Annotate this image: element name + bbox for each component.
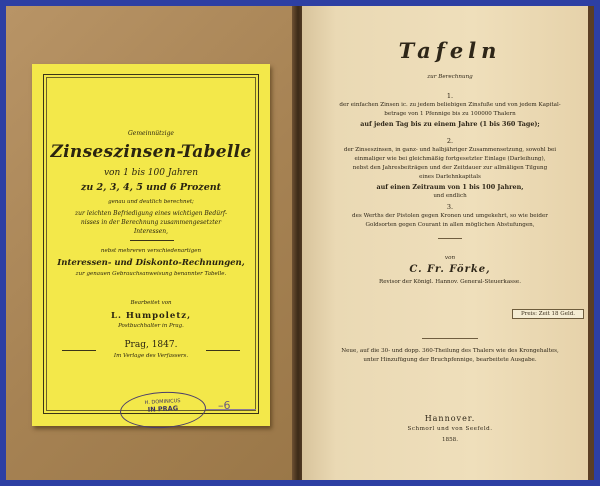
pamphlet-also: nebst mehreren verschiedenartigen xyxy=(100,248,202,254)
title-page-author: C. Fr. Förke, xyxy=(409,264,491,275)
section-number-1: 1. xyxy=(446,92,454,100)
title-page-divider-1 xyxy=(438,238,462,239)
pamphlet-rule-right xyxy=(206,350,240,351)
pamphlet-subtitle: Interessen- und Diskonto-Rechnungen, xyxy=(57,258,245,268)
pamphlet-place-date: Prag, 1847. xyxy=(124,340,178,350)
handwritten-note: –6 xyxy=(218,399,231,412)
pamphlet-purpose-3: Interessen, xyxy=(133,228,169,235)
pamphlet-method: genau und deutlich berechnet; xyxy=(108,199,194,205)
yellow-pamphlet xyxy=(32,64,270,426)
section-number-2: 2. xyxy=(446,137,454,145)
section-1-line-b: betrage von 1 Pfennige bis zu 100000 Thalern xyxy=(384,111,516,117)
pamphlet-usage: zur genauen Gebrauchsanweisung benannter Tabelle. xyxy=(75,271,227,277)
pamphlet-range: von 1 bis 100 Jahren xyxy=(103,168,199,178)
section-2-line-b: einmaliger wie bei gleichmäßig fortgesetzter Einlage (Darleihung), xyxy=(354,156,546,162)
pamphlet-purpose-1: zur leichten Befriedigung eines wichtigen Bedürf- xyxy=(75,210,227,217)
pamphlet-rates: zu 2, 3, 4, 5 und 6 Prozent xyxy=(80,182,222,193)
pamphlet-divider xyxy=(130,240,174,241)
stamp-line-1: H. DOMINICUS xyxy=(144,398,181,406)
title-page-divider-2 xyxy=(422,338,478,339)
publication-city: Hannover. xyxy=(424,414,476,423)
section-2-line-e: auf einen Zeitraum von 1 bis 100 Jahren, xyxy=(376,183,524,191)
section-2-line-d: eines Darlehnkapitals xyxy=(419,174,481,180)
pamphlet-author: L. Humpoletz, xyxy=(110,311,192,321)
section-3-line-b: Goldsorten gegen Courant in allen möglichen Abstufungen, xyxy=(365,222,535,228)
section-1-line-a: der einfachen Zinsen ic. zu jedem beliebigen Zinsfuße und von jedem Kapital- xyxy=(339,102,561,108)
pamphlet-publisher: Im Verlage des Verfassers. xyxy=(113,353,189,359)
title-page-title: Tafeln xyxy=(398,38,502,63)
pamphlet-rule-left xyxy=(62,350,96,351)
publisher-name: Schmorl und von Seefeld. xyxy=(407,426,493,432)
title-page-by: von xyxy=(444,255,456,261)
title-page-for: zur Berechnung xyxy=(427,74,473,80)
pamphlet-border-inner xyxy=(46,77,256,411)
pamphlet-author-intro: Bearbeitet von xyxy=(130,300,172,306)
handwritten-line xyxy=(206,409,256,410)
section-2-line-a: der Zinseszinsen, in ganz- und halbjähriger Zusammensetzung, sowohl bei xyxy=(343,147,557,153)
section-2-line-f: und endlich xyxy=(433,193,467,199)
section-3-line-a: des Werths der Pistolen gegen Kronen und umgekehrt, so wie beider xyxy=(352,213,548,219)
edition-note-line-b: unter Hinzufügung der Bruchpfennige, bearbeitete Ausgabe. xyxy=(363,357,537,363)
section-2-line-c: nebst den Jahresbeiträgen und der Zeitdauer zur allmäligen Tilgung xyxy=(352,165,548,171)
price-label: Preis: Zeit 18 Geld. xyxy=(512,309,584,319)
edition-note-line-a: Neue, auf die 30- und dopp. 360-Theilung des Thalers wie des Krongehaltes, xyxy=(341,348,559,354)
title-page-author-role: Revisor der Königl. Hannov. General-Steuerkasse. xyxy=(379,279,521,285)
pamphlet-author-role: Postbuchhalter in Prag. xyxy=(118,323,184,329)
stamp-line-2: IN PRAG xyxy=(147,404,179,414)
section-number-3: 3. xyxy=(446,203,454,211)
publication-year: 1858. xyxy=(441,437,458,443)
pamphlet-purpose-2: nisses in der Berechnung zusammengesetzter xyxy=(80,219,222,226)
pamphlet-title: Zinseszinsen-Tabelle xyxy=(50,142,252,162)
section-1-line-c: auf jeden Tag bis zu einem Jahre (1 bis 360 Tage); xyxy=(360,120,540,128)
pamphlet-kicker: Gemeinnützige xyxy=(128,130,174,137)
